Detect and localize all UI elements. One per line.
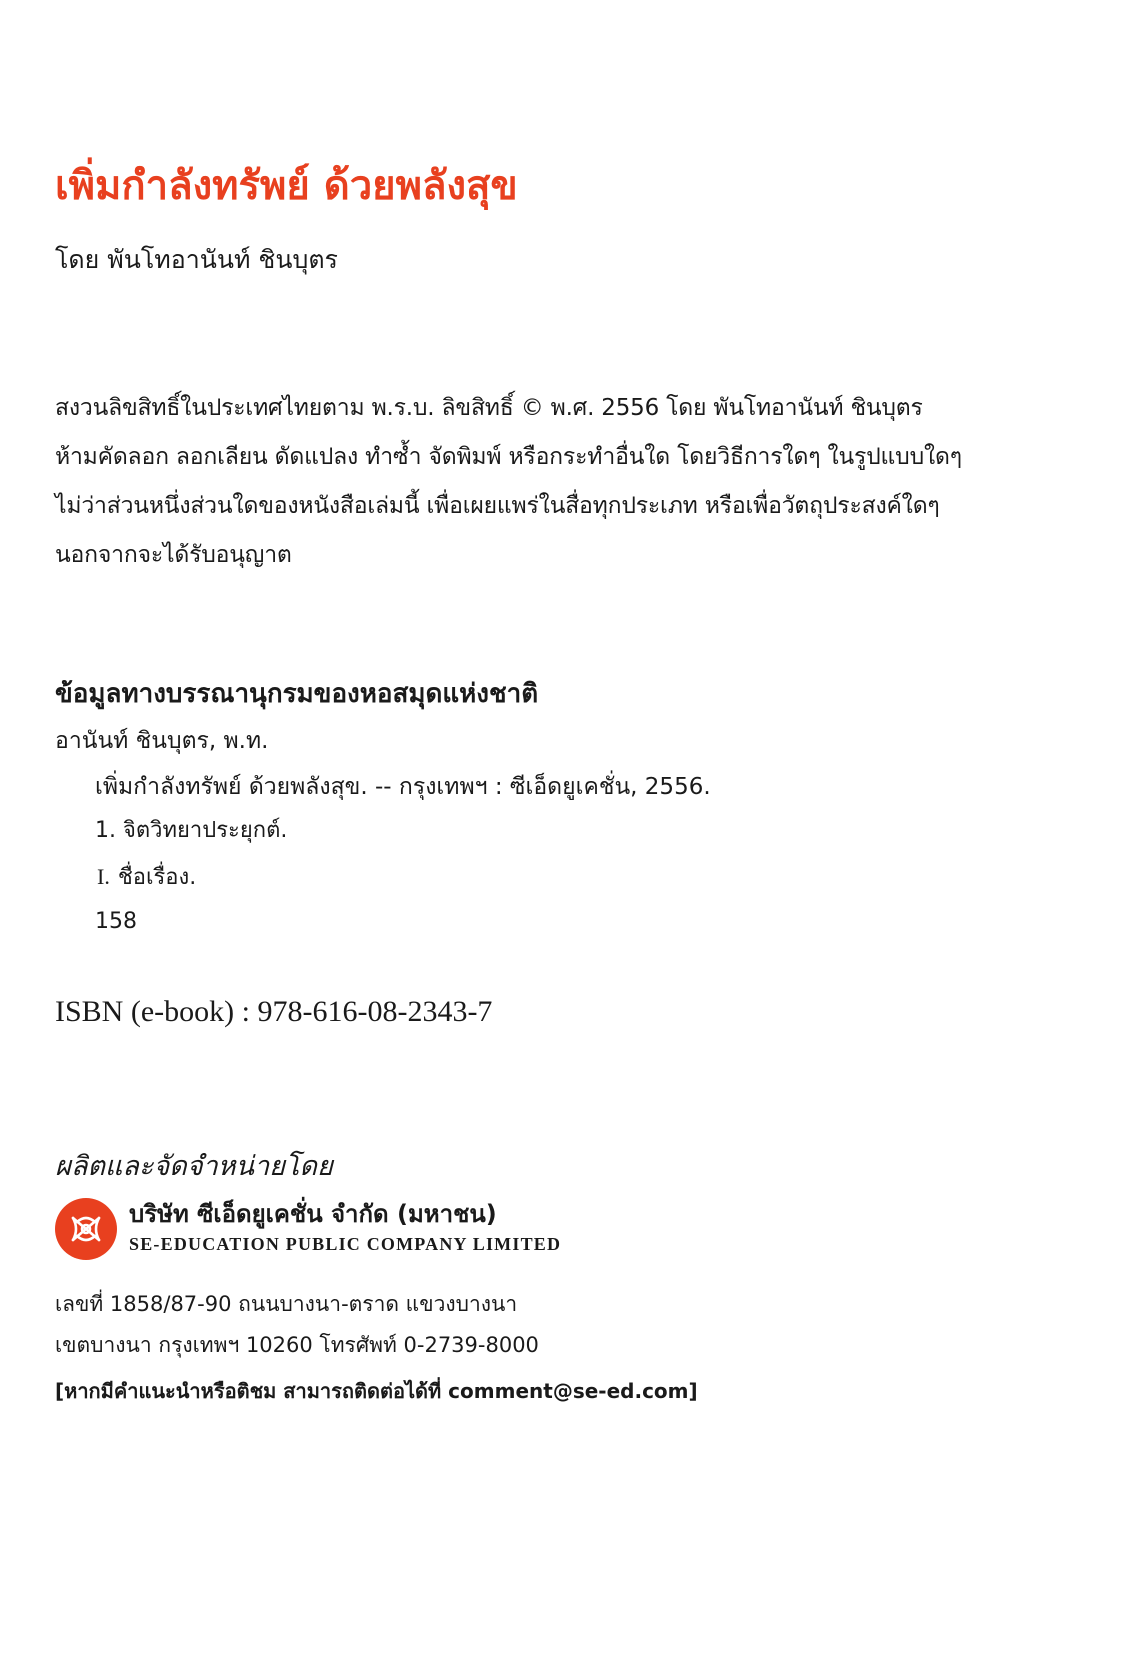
address-line: เขตบางนา กรุงเทพฯ 10260 โทรศัพท์ 0-2739-8000 <box>55 1333 539 1357</box>
copyright-line: สงวนลิขสิทธิ์ในประเทศไทยตาม พ.ร.บ. ลิขสิทธิ์ © พ.ศ. 2556 โดย พันโทอานันท์ ชินบุตร <box>55 395 923 421</box>
author-byline: โดย พันโทอานันท์ ชินบุตร <box>55 245 338 274</box>
copyright-line: ห้ามคัดลอก ลอกเลียน ดัดแปลง ทำซ้ำ จัดพิมพ์ หรือกระทำอื่นใด โดยวิธีการใดๆ ในรูปแบบใดๆ <box>55 444 962 470</box>
isbn: ISBN (e-book) : 978-616-08-2343-7 <box>55 995 493 1028</box>
se-ed-logo-icon <box>55 1198 117 1260</box>
copyright-line: ไม่ว่าส่วนหนึ่งส่วนใดของหนังสือเล่มนี้ เพื่อเผยแพร่ในสื่อทุกประเภท หรือเพื่อวัตถุประสงค์ใดๆ <box>55 493 940 519</box>
cataloging-in-publication <box>55 674 1095 943</box>
copyright-notice <box>55 384 1095 580</box>
cip-author: อานันท์ ชินบุตร, พ.ท. <box>55 728 269 754</box>
publisher-block <box>55 1198 755 1262</box>
address-line: เลขที่ 1858/87-90 ถนนบางนา-ตราด แขวงบางนา <box>55 1292 518 1316</box>
cip-title-marker: I. <box>97 864 110 889</box>
cip-heading: ข้อมูลทางบรรณานุกรมของหอสมุดแห่งชาติ <box>55 679 539 709</box>
cip-title-text: ชื่อเรื่อง. <box>117 865 197 890</box>
cip-entry: เพิ่มกำลังทรัพย์ ด้วยพลังสุข. -- กรุงเทพฯ : ซีเอ็ดยูเคชั่น, 2556. <box>95 774 711 800</box>
feedback-contact: [หากมีคำแนะนำหรือติชม สามารถติดต่อได้ที่ comment@se-ed.com] <box>55 1379 698 1403</box>
publisher-name-english: SE-EDUCATION PUBLIC COMPANY LIMITED <box>129 1234 562 1254</box>
book-title: เพิ่มกำลังทรัพย์ ด้วยพลังสุข <box>55 163 518 209</box>
cip-title-entry <box>55 854 1095 901</box>
cip-subject: 1. จิตวิทยาประยุกต์. <box>95 818 288 843</box>
publisher-address <box>55 1284 539 1366</box>
producer-label: ผลิตและจัดจำหน่ายโดย <box>55 1151 333 1182</box>
cip-classification: 158 <box>95 909 137 934</box>
publisher-name-thai: บริษัท ซีเอ็ดยูเคชั่น จำกัด (มหาชน) <box>129 1200 497 1228</box>
copyright-line: นอกจากจะได้รับอนุญาต <box>55 542 292 568</box>
